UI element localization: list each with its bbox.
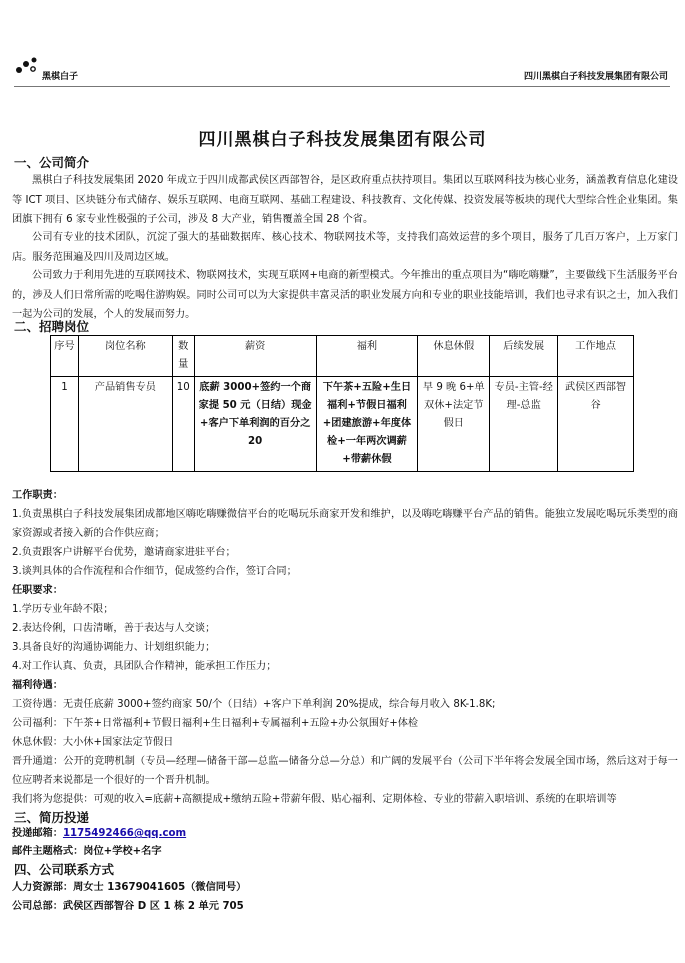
email-link[interactable]: 1175492466@qq.com <box>62 828 187 839</box>
cell-no: 1 <box>51 377 79 472</box>
section-heading-resume: 三、简历投递 <box>14 810 90 825</box>
col-header: 工作地点 <box>558 336 634 377</box>
col-header: 福利 <box>316 336 418 377</box>
requirement-item: 3.具备良好的沟通协调能力、计划组织能力； <box>12 642 216 653</box>
page-header <box>14 56 670 87</box>
welfare-promotion: 晋升通道：公开的竞聘机制（专员—经理—储备干部—总监—储备分总—分总）和广阔的发展平台（公司下半年将会发展全国市场，然后这对于每一位应聘者来说都是一个很好的一个晋升机制。 <box>12 756 678 786</box>
cell-count: 10 <box>172 377 194 472</box>
col-header: 休息休假 <box>418 336 490 377</box>
page-title: 四川黑棋白子科技发展集团有限公司 <box>198 130 487 150</box>
duty-item: 2.负责跟客户讲解平台优势，邀请商家进驻平台； <box>12 547 236 558</box>
welfare-rest: 休息休假：大小休+国家法定节假日 <box>12 737 174 748</box>
job-details <box>12 486 678 809</box>
table-row <box>51 377 634 472</box>
cell-growth: 专员-主管-经理-总监 <box>490 377 558 472</box>
col-header: 数量 <box>172 336 194 377</box>
logo-icon <box>14 56 40 76</box>
section-heading-jobs: 二、招聘岗位 <box>14 319 90 334</box>
col-header: 序号 <box>51 336 79 377</box>
cell-benefits: 下午茶+五险+生日福利+节假日福利+团建旅游+年度体检+一年两次调薪+带薪休假 <box>316 377 418 472</box>
duty-item: 3.谈判具体的合作流程和合作细节，促成签约合作，签订合同； <box>12 566 297 577</box>
cell-position: 产品销售专员 <box>78 377 172 472</box>
intro-paragraph-1: 黑棋白子科技发展集团 2020 年成立于四川成都武侯区西部智谷，是区政府重点扶持项目。集团以互联网科技为核心业务，涵盖教育信息化建设等 ICT 项目、区块链分布式储存、娱乐互联网、电商互联网、基础工程建设、科技教育、文化传媒、投资发展等板块的现代大型综合性企业集团。集团旗下拥有 6 家专业性极强的子公司，涉及 8 大产业，销售覆盖全国 28 个省。 <box>12 175 678 225</box>
welfare-heading: 福利待遇： <box>12 680 63 691</box>
header-company-name: 四川黑棋白子科技发展集团有限公司 <box>523 72 668 82</box>
intro-paragraph-2: 公司有专业的技术团队，沉淀了强大的基础数据库、核心技术、物联网技术等，支持我们高效运营的多个项目，服务了几百万客户，上万家门店。服务范围遍及四川及周边区域。 <box>12 232 678 263</box>
contact-hr: 人力资源部：周女士 13679041605（微信同号） <box>12 882 247 893</box>
section-heading-intro: 一、公司简介 <box>14 155 90 170</box>
col-header: 薪资 <box>194 336 316 377</box>
welfare-benefits: 公司福利：下午茶+日常福利+节假日福利+生日福利+专属福利+五险+办公氛围好+体检 <box>12 718 419 729</box>
requirement-item: 1.学历专业年龄不限； <box>12 604 114 615</box>
table-header-row <box>51 336 634 377</box>
col-header: 岗位名称 <box>78 336 172 377</box>
duties-heading: 工作职责： <box>12 490 63 501</box>
requirement-item: 2.表达伶俐，口齿清晰，善于表达与人交谈； <box>12 623 216 634</box>
duty-item: 1.负责黑棋白子科技发展集团成都地区嗨吃嗨赚微信平台的吃喝玩乐商家开发和维护，以及嗨吃嗨赚平台产品的销售。能独立发展吃喝玩乐类型的商家资源或者接入新的合作供应商； <box>12 509 678 539</box>
cell-location: 武侯区西部智谷 <box>558 377 634 472</box>
cell-salary: 底薪 3000+签约一个商家提 50 元（日结）现金+客户下单利润的百分之 20 <box>194 377 316 472</box>
requirement-item: 4.对工作认真、负责，具团队合作精神，能承担工作压力； <box>12 661 277 672</box>
jobs-table <box>50 335 634 472</box>
brand-name: 黑棋白子 <box>42 72 79 82</box>
section-heading-contact: 四、公司联系方式 <box>14 862 115 877</box>
intro-paragraph-3: 公司致力于利用先进的互联网技术、物联网技术，实现互联网+电商的新型模式。今年推出的重点项目为“嗨吃嗨赚”，主要做线下生活服务平台的，涉及人们日常所需的吃喝住游购娱。同时公司可以为大家提供丰富灵活的职业发展方向和专业的职业技能培训，我们也寻求有识之士，加入我们一起为公司的发展，个人的发展而努力。 <box>12 270 678 320</box>
requirements-heading: 任职要求： <box>12 585 63 596</box>
email-label: 投递邮箱： <box>12 828 63 839</box>
welfare-offer: 我们将为您提供：可观的收入=底薪+高额提成+缴纳五险+带薪年假、贴心福利、定期体检、专业的带薪入职培训、系统的在职培训等 <box>12 794 617 805</box>
resume-email-line <box>12 824 678 843</box>
email-subject-format: 邮件主题格式：岗位+学校+名字 <box>12 846 162 857</box>
col-header: 后续发展 <box>490 336 558 377</box>
contact-address: 公司总部：武侯区西部智谷 D 区 1 栋 2 单元 705 <box>12 901 244 912</box>
welfare-salary: 工资待遇：无责任底薪 3000+签约商家 50/个（日结）+客户下单利润 20%提成，综合每月收入 8K-1.8K; <box>12 699 496 710</box>
cell-rest: 早 9 晚 6+单双休+法定节假日 <box>418 377 490 472</box>
